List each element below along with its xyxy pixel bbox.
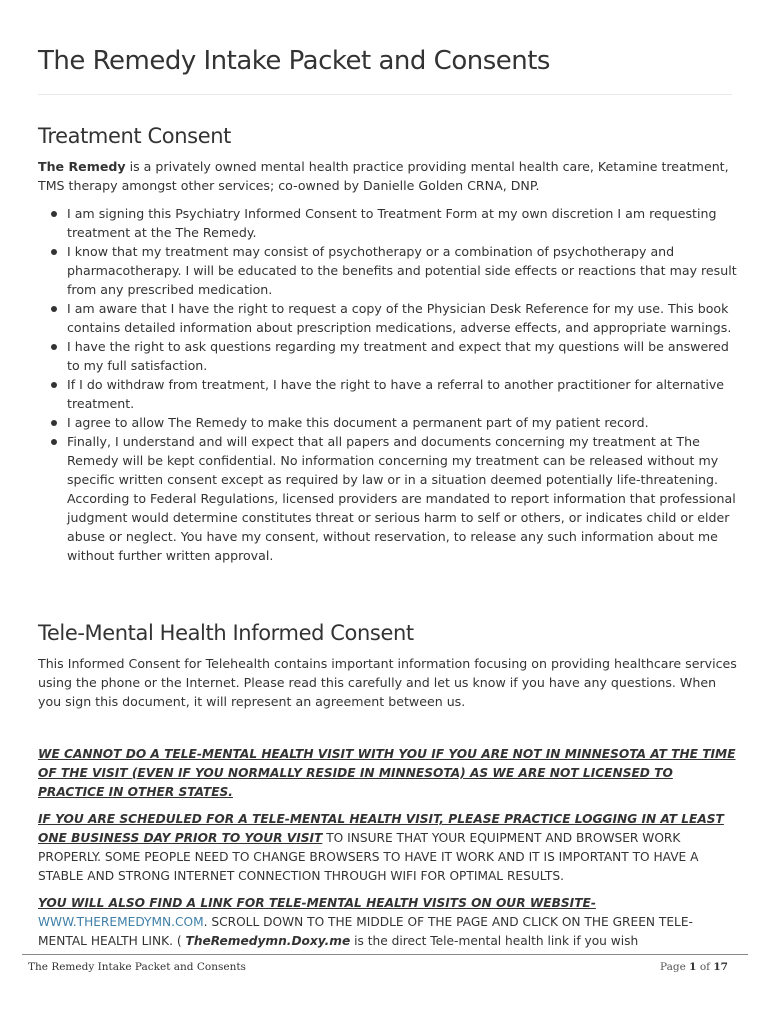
bullet-icon bbox=[51, 211, 57, 217]
bullet-icon bbox=[51, 382, 57, 388]
page-number: Page 1 of 17 bbox=[660, 961, 728, 973]
footer-divider bbox=[22, 954, 748, 955]
website-link[interactable]: WWW.THEREMEDYMN.COM bbox=[38, 915, 204, 929]
telehealth-intro: This Informed Consent for Telehealth contains important information focusing on providing healthcare services using the phone or the Internet. Please read this carefully and let us know if you have any questions. When you sign this document, it will represent an agreement between us. bbox=[38, 656, 737, 709]
telehealth-consent-heading: Tele-Mental Health Informed Consent bbox=[38, 621, 414, 645]
list-item: I agree to allow The Remedy to make this document a permanent part of my patient record. bbox=[38, 413, 738, 432]
doxy-link[interactable]: TheRemedymn.Doxy.me bbox=[185, 934, 351, 948]
list-item: If I do withdraw from treatment, I have the right to have a referral to another practitioner for alternative treatment. bbox=[38, 375, 738, 413]
location-warning: WE CANNOT DO A TELE-MENTAL HEALTH VISIT WITH YOU IF YOU ARE NOT IN MINNESOTA AT THE TIME OF THE VISIT (EVEN IF YOU NORMALLY RESIDE IN MINNESOTA) AS WE ARE NOT LICENSED TO PRACTICE IN OTHER STATES. bbox=[38, 747, 736, 799]
bullet-icon bbox=[51, 249, 57, 255]
footer-document-title: The Remedy Intake Packet and Consents bbox=[28, 961, 246, 973]
document-title: The Remedy Intake Packet and Consents bbox=[38, 46, 550, 76]
practice-name: The Remedy bbox=[38, 159, 126, 174]
website-link-notice: YOU WILL ALSO FIND A LINK FOR TELE-MENTAL HEALTH VISITS ON OUR WEBSITE- WWW.THEREMEDYMN.COM. SCROLL DOWN TO THE MIDDLE OF THE PAGE AND CLICK ON THE GREEN TELE-MENTAL HEALTH LINK. ( TheRemedymn.Doxy.me is the direct Tele-mental health link if you wish bbox=[38, 896, 693, 948]
list-item: Finally, I understand and will expect that all papers and documents concerning my treatment at The Remedy will be kept confidential. No information concerning my treatment can be released without my specific written consent except as required by law or in a situation deemed potentially life-threatening. According to Federal Regulations, licensed providers are mandated to report information that professional judgment would determine constitutes threat or serious harm to self or others, or indicates child or elder abuse or neglect. You have my consent, without reservation, to release any such information about me without further written approval. bbox=[38, 432, 738, 565]
treatment-consent-intro bbox=[38, 157, 738, 195]
intro-text: is a privately owned mental health practice providing mental health care, Ketamine treatment, TMS therapy amongst other services; co-owned by Danielle Golden CRNA, DNP. bbox=[38, 159, 729, 193]
list-item: I am signing this Psychiatry Informed Consent to Treatment Form at my own discretion I am requesting treatment at the The Remedy. bbox=[38, 204, 738, 242]
practice-login-notice: IF YOU ARE SCHEDULED FOR A TELE-MENTAL HEALTH VISIT, PLEASE PRACTICE LOGGING IN AT LEAST ONE BUSINESS DAY PRIOR TO YOUR VISIT TO INSURE THAT YOUR EQUIPMENT AND BROWSER WORK PROPERLY. SOME PEOPLE NEED TO CHANGE BROWSERS TO HAVE IT WORK AND IT IS IMPORTANT TO HAVE A STABLE AND STRONG INTERNET CONNECTION THROUGH WIFI FOR OPTIMAL RESULTS. bbox=[38, 812, 724, 883]
title-divider bbox=[38, 94, 732, 95]
bullet-icon bbox=[51, 420, 57, 426]
list-item: I am aware that I have the right to request a copy of the Physician Desk Reference for my use. This book contains detailed information about prescription medications, adverse effects, and appropriate warnings. bbox=[38, 299, 738, 337]
bullet-icon bbox=[51, 344, 57, 350]
list-item: I have the right to ask questions regarding my treatment and expect that my questions will be answered to my full satisfaction. bbox=[38, 337, 738, 375]
list-item: I know that my treatment may consist of psychotherapy or a combination of psychotherapy and pharmacotherapy. I will be educated to the benefits and potential side effects or reactions that may result from any prescribed medication. bbox=[38, 242, 738, 299]
consent-bullet-list bbox=[38, 204, 738, 565]
bullet-icon bbox=[51, 306, 57, 312]
bullet-icon bbox=[51, 439, 57, 445]
treatment-consent-heading: Treatment Consent bbox=[38, 124, 231, 148]
